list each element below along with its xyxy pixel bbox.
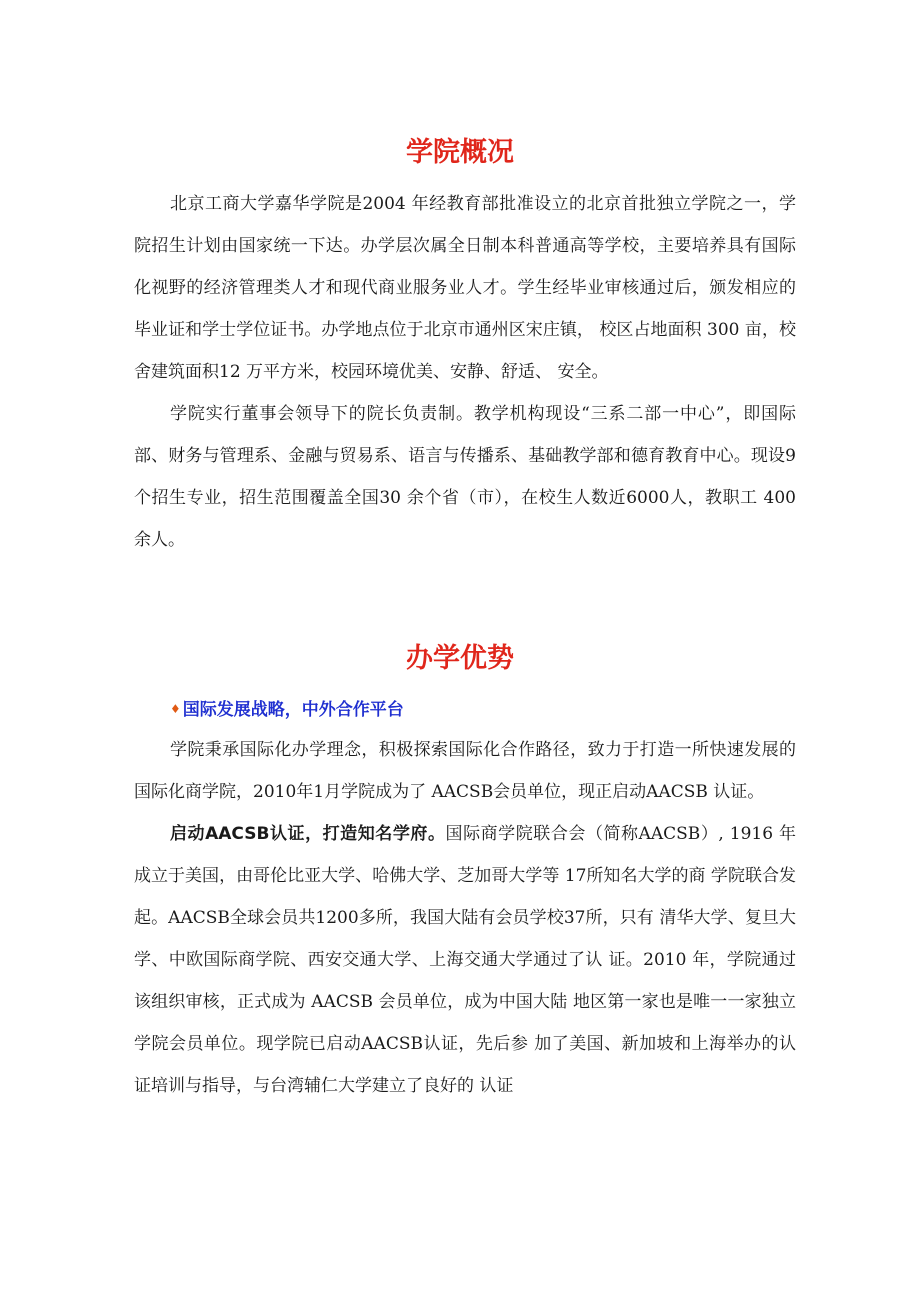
overview-paragraph-2: 学院实行董事会领导下的院长负责制。教学机构现设“三系二部一中心”，即国际部、财务与管理系、金融与贸易系、语言与传播系、基础教学部和德育教育中心。现设9 个招生专业，招生范围覆盖全国30 余个省（市），在校生人数近6000人，教职工 400 余人。	[134, 404, 796, 550]
subheading-text: 国际发展战略，中外合作平台	[182, 700, 404, 720]
aacsb-body-text: 国际商学院联合会（简称AACSB）, 1916 年成立于美国，由哥伦比亚大学、哈佛大学、芝加哥大学等 17所知名大学的商 学院联合发起。AACSB全球会员共1200多所，我国大陆有会员学校37所，只有 清华大学、复旦大学、中欧国际商学院、西安交通大学、上海交通大学通过了认 证。2010 年，学院通过该组织审核，正式成为 AACSB 会员单位，成为中国大陆 地区第一家也是唯一一家独立学院会员单位。现学院已启动AACSB认证，先后参 加了美国、新加坡和上海举办的认证培训与指导，与台湾辅仁大学建立了良好的 认证	[134, 824, 796, 1096]
aacsb-lead-text: 启动AACSB认证，打造知名学府。	[170, 824, 446, 844]
overview-body	[134, 183, 796, 561]
section-title-advantages: 办学优势	[406, 643, 514, 674]
overview-paragraph-1: 北京工商大学嘉华学院是2004 年经教育部批准设立的北京首批独立学院之一，学院招生计划由国家统一下达。办学层次属全日制本科普通高等学校，主要培养具有国际化视野的经济管理类人才和现代商业服务业人才。学生经毕业审核通过后，颁发相应的毕业证和学士学位证书。办学地点位于北京市通州区宋庄镇， 校区占地面积 300 亩，校舍建筑面积12 万平方米，校园环境优美、安静、舒适、 安全。	[134, 194, 796, 382]
subheading-international-strategy	[170, 695, 404, 724]
diamond-bullet-icon: ♦	[170, 702, 181, 716]
advantages-paragraph-2	[134, 813, 796, 1107]
advantages-paragraph-1: 学院秉承国际化办学理念，积极探索国际化合作路径，致力于打造一所快速发展的国际化商学院，2010年1月学院成为了 AACSB会员单位，现正启动AACSB 认证。	[134, 740, 796, 802]
advantages-body	[134, 729, 796, 1107]
section-title-overview: 学院概况	[406, 137, 514, 168]
